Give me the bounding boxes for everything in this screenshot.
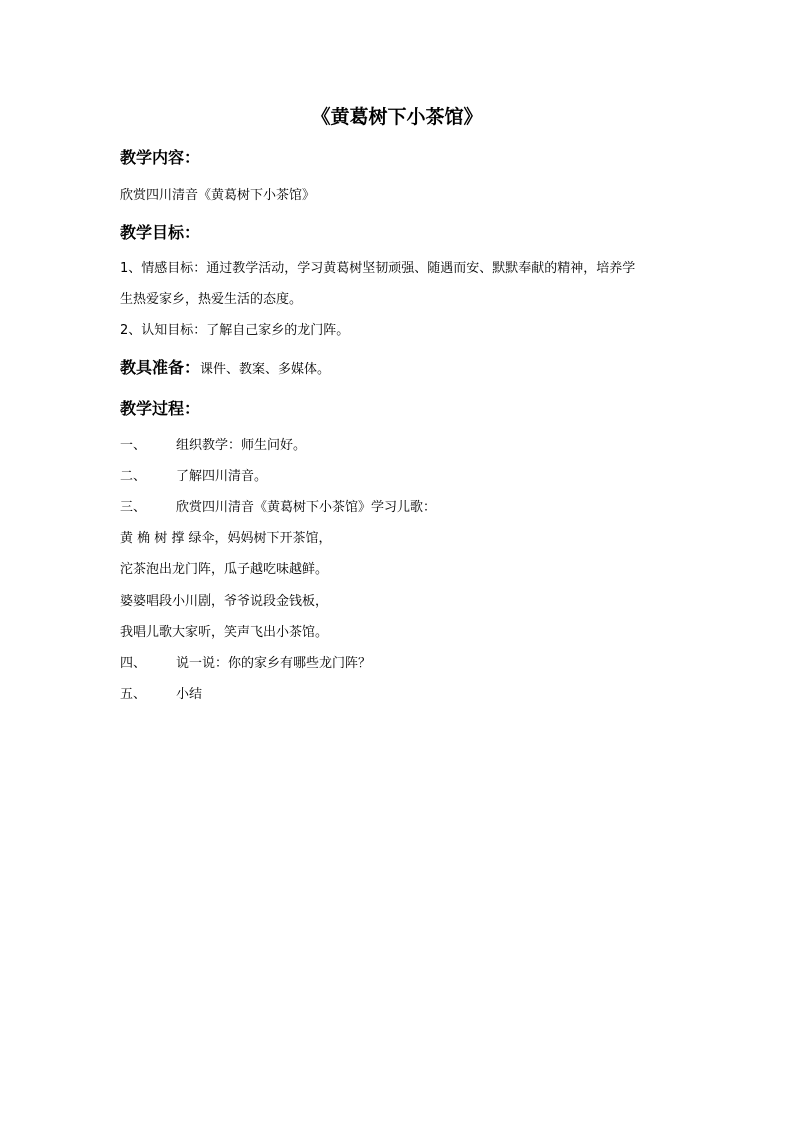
song-line: 沱茶泡出龙门阵，瓜子越吃味越鲜。 (120, 562, 329, 577)
step-text: 说一说：你的家乡有哪些龙门阵？ (176, 656, 372, 671)
song-line: 婆婆唱段小川剧，爷爷说段金钱板， (120, 594, 329, 609)
goals-heading: 教学目标： (120, 223, 201, 242)
goal-emotional-line2: 生热爱家乡，热爱生活的态度。 (120, 292, 303, 307)
step-number: 三、 (120, 500, 147, 515)
step-number: 四、 (120, 656, 147, 671)
materials-heading-label: 教具准备： (120, 358, 201, 377)
content-heading: 教学内容： (120, 148, 201, 167)
goal-cognitive: 2、认知目标：了解自己家乡的龙门阵。 (120, 323, 350, 338)
document-title: 《黄葛树下小茶馆》 (311, 106, 483, 128)
goal-emotional-line1: 1、情感目标：通过教学活动，学习黄葛树坚韧顽强、随遇而安、默默奉献的精神，培养学 (120, 261, 636, 276)
materials-text: 课件、教案、多媒体。 (200, 362, 331, 377)
step-number: 一、 (120, 438, 147, 453)
step-text: 组织教学：师生问好。 (176, 438, 307, 453)
process-step (120, 467, 267, 487)
process-step (120, 685, 202, 705)
step-text: 了解四川清音。 (176, 469, 268, 484)
process-step (120, 498, 436, 518)
process-step (120, 436, 306, 456)
content-text: 欣赏四川清音《黄葛树下小茶馆》 (120, 188, 316, 203)
song-line: 我唱儿歌大家听，笑声飞出小茶馆。 (120, 625, 329, 640)
step-text: 欣赏四川清音《黄葛树下小茶馆》学习儿歌： (176, 500, 437, 515)
process-heading: 教学过程： (120, 399, 201, 418)
materials-heading (120, 356, 330, 382)
step-number: 五、 (120, 687, 147, 702)
step-number: 二、 (120, 469, 147, 484)
step-text: 小结 (176, 687, 203, 702)
process-step (120, 654, 371, 674)
song-line: 黄 桷 树 撑 绿伞，妈妈树下开茶馆， (120, 531, 332, 546)
